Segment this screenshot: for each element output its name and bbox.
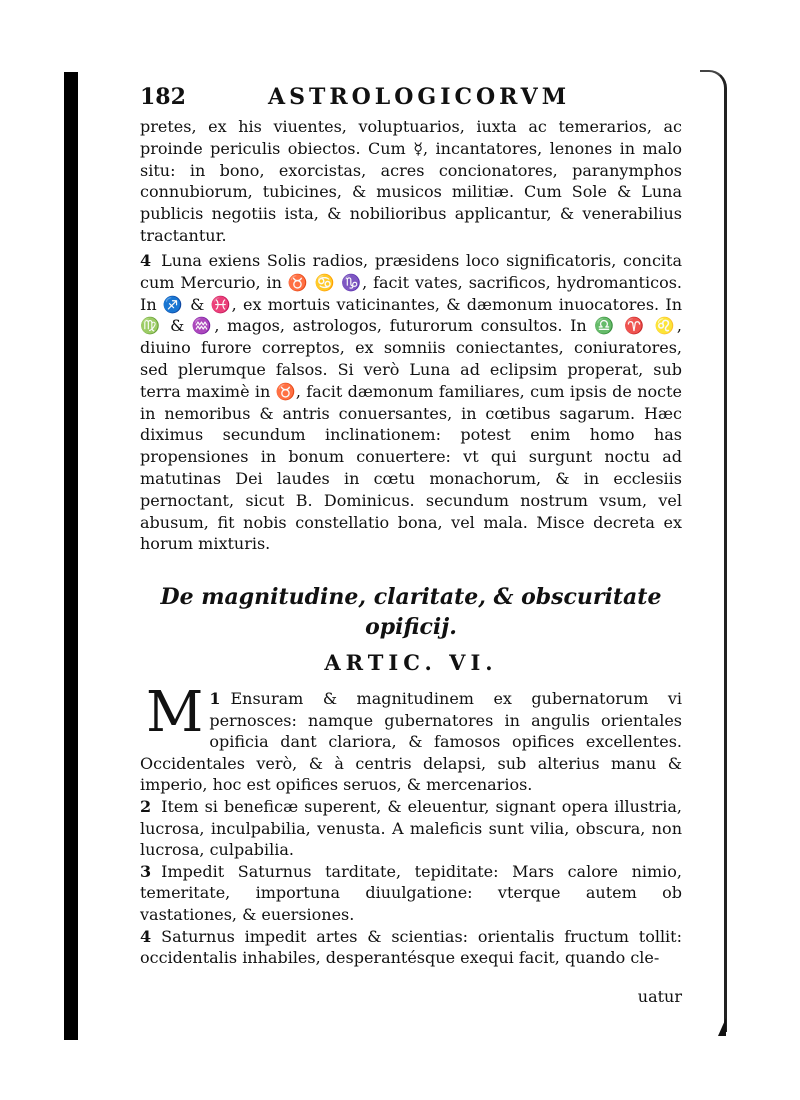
- paragraph-continued: pretes, ex his viuentes, voluptuarios, iuxta ac temerarios, ac proinde periculis obiectos. Cum ☿, incantatores, lenones in malo situ: in bono, exorcistas, acres concionatores, paranymphos connubiorum, tubicines, & musicos militiæ. Cum Sole & Luna publicis negotiis ista, & nobilioribus applicantur, & venerabilius tractantur.: [140, 117, 682, 245]
- page-header: [140, 84, 700, 114]
- page-number: 182: [140, 84, 186, 110]
- catchword: uatur: [637, 987, 682, 1006]
- paragraph-text: Item si beneficæ superent, & eleuentur, signant opera illustria, lucrosa, inculpabilia, venusta. A maleficis sunt vilia, obscura, non lucrosa, culpabilia.: [140, 796, 682, 860]
- section-heading-line-1: De magnitudine, claritate, & obscuritate: [160, 584, 662, 610]
- paragraph-number: 4: [140, 251, 152, 270]
- paragraph-number: 1: [209, 689, 221, 708]
- section-heading-line-2: opificij.: [365, 614, 457, 640]
- paragraph-text: Luna exiens Solis radios, præsidens loco significatoris, concita cum Mercurio, in ♉ ♋ ♑, facit vates, sacrificos, hydromanticos. In ♐ & ♓, ex mortuis vaticinantes, & dæmonum inuocatores. In ♍ & ♒, magos, astrologos, futurorum consultos. In ♎ ♈ ♌, diuino furore correptos, ex somniis coniectantes, coniuratores, sed plerumque falsos. Si verò Luna ad eclipsim properat, sub terra maximè in ♉, facit dæmonum familiares, cum ipsis de nocte in nemoribus & antris conuersantes, in cœtibus sagarum. Hæc diximus secundum inclinationem: potest enim homo has propensiones in bonum conuertere: vt qui surgunt noctu ad matutinas Dei laudes in cœtu monachorum, & in ecclesiis pernoctant, sicut B. Dominicus. secundum nostrum vsum, vel abusum, fit nobis constellatio bona, vel mala. Misce decreta ex horum mixturis.: [140, 251, 682, 554]
- running-title: ASTROLOGICORVM: [268, 84, 571, 110]
- page-curl-edge: [700, 70, 727, 1032]
- paragraph-text: Ensuram & magnitudinem ex gubernatorum vi pernosces: namque gubernatores in angulis orientales opificia dant clariora, & famosos opifices excellentes. Occidentales verò, & à centris delapsi, sub alterius manu & imperio, hoc est opifices seruos, & mercenarios.: [140, 689, 682, 795]
- article-paragraph-3: [140, 861, 682, 926]
- article-paragraph-2: [140, 796, 682, 861]
- section-heading: [140, 582, 682, 642]
- paragraph-text: Impedit Saturnus tarditate, tepiditate: Mars calore nimio, temeritate, importuna diuulgatione: vterque autem ob vastationes, & euersiones.: [140, 861, 682, 924]
- paragraph-4: [140, 250, 682, 555]
- corner-mark: [718, 1018, 726, 1036]
- article-body: [140, 680, 682, 969]
- paragraph-number: 2: [140, 796, 152, 816]
- article-paragraph-4: [140, 926, 682, 969]
- article-paragraph-1: [140, 680, 682, 796]
- paragraph-number: 4: [140, 926, 152, 946]
- article-label: ARTIC. VI.: [324, 650, 498, 675]
- paragraph-text: Saturnus impedit artes & scientias: orientalis fructum tollit: occidentalis inhabiles, desperantésque exequi facit, quando cle-: [140, 926, 682, 968]
- book-spine-shadow: [64, 72, 78, 1040]
- paragraph-number: 3: [140, 861, 152, 881]
- drop-cap: M: [146, 680, 204, 745]
